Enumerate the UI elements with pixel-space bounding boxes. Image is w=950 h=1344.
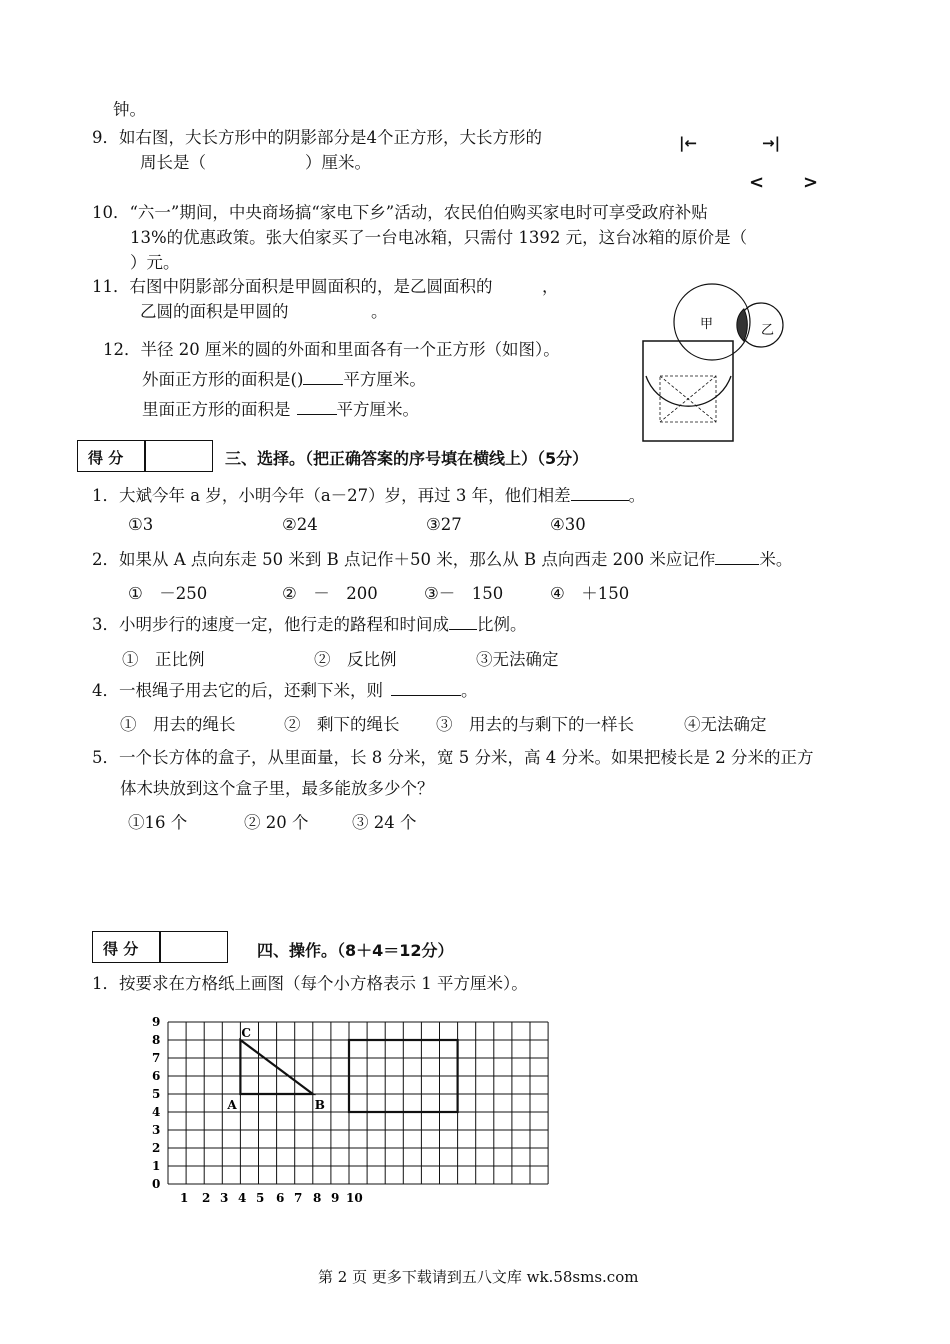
s3-q4-blank[interactable]: [391, 679, 461, 696]
y-tick-label: 3: [152, 1123, 161, 1137]
section3-score-label: 得 分: [88, 449, 124, 467]
section4-score-label: 得 分: [103, 940, 139, 958]
grid-figure[interactable]: [140, 1012, 560, 1207]
q12-line3: [142, 398, 419, 420]
s3-q1-text: 1．大斌今年 a 岁，小明今年（a－27）岁，再过 3 年，他们相差: [92, 486, 571, 505]
q9-line1: 9．如右图，大长方形中的阴影部分是4个正方形，大长方形的: [92, 128, 542, 147]
s3-q4-option[interactable]: ① 用去的绳长: [120, 715, 236, 734]
s3-q2-blank[interactable]: [715, 548, 759, 565]
s3-q3-option[interactable]: ② 反比例: [314, 650, 397, 669]
shaded-overlap: [737, 309, 748, 341]
q10-line1: 10．“六一”期间，中央商场搞“家电下乡”活动，农民伯伯购买家电时可享受政府补贴: [92, 203, 708, 222]
y-axis-labels: [152, 1015, 160, 1191]
q12-line3a: 里面正方形的面积是: [142, 400, 291, 419]
s3-q4: [92, 679, 478, 701]
square-circle-figure: [638, 336, 738, 444]
y-tick-label: 7: [152, 1051, 161, 1065]
s4-q1: 1．按要求在方格纸上画图（每个小方格表示 1 平方厘米）。: [92, 974, 528, 993]
section4-title: 四、操作。（8＋4＝12分）: [257, 941, 454, 960]
q12-line2: [142, 368, 426, 390]
label-jia: 甲: [700, 317, 714, 332]
y-tick-label: 9: [152, 1015, 161, 1029]
label-yi: 乙: [761, 323, 775, 338]
grid-lines: [168, 1022, 548, 1184]
point-a-label: A: [227, 1098, 237, 1112]
s3-q2-text: 2．如果从 A 点向东走 50 米到 B 点记作＋50 米，那么从 B 点向西走 200 米应记作: [92, 550, 716, 569]
q12-blank-1[interactable]: [303, 368, 343, 385]
s3-q5-line1: 5．一个长方体的盒子，从里面量，长 8 分米，宽 5 分米，高 4 分米。如果把棱长是 2 分米的正方: [92, 748, 814, 767]
s3-q2-option[interactable]: ④ ＋150: [550, 584, 630, 603]
x-tick-label: 8: [313, 1191, 322, 1205]
point-c-label: C: [241, 1026, 251, 1040]
section4-score-box: [92, 931, 228, 963]
s3-q4-option[interactable]: ④无法确定: [684, 715, 767, 734]
s3-q1-blank[interactable]: [571, 484, 629, 501]
s3-q2-option[interactable]: ② － 200: [282, 584, 378, 603]
q12-line2b: ): [296, 370, 304, 389]
s3-q4-text: 4．一根绳子用去它的后，还剩下米，则: [92, 681, 383, 700]
x-tick-label: 2: [202, 1191, 211, 1205]
s3-q1-option[interactable]: ②24: [282, 515, 318, 534]
x-tick-label: 6: [276, 1191, 285, 1205]
y-tick-label: 5: [152, 1087, 161, 1101]
s3-q1-option[interactable]: ①3: [128, 515, 154, 534]
q9-arrow-right: →|: [762, 134, 781, 152]
s3-q3-blank[interactable]: [449, 613, 477, 630]
x-tick-label: 9: [331, 1191, 340, 1205]
q9-arrow-left: |←: [679, 134, 698, 152]
s3-q2-option[interactable]: ③－ 150: [424, 584, 504, 603]
s3-q3-end: 比例。: [477, 615, 527, 634]
y-tick-label: 1: [152, 1159, 161, 1173]
q9-arrow-left-2: <: [749, 172, 765, 193]
y-tick-label: 8: [152, 1033, 161, 1047]
x-axis-labels: [180, 1191, 363, 1205]
q10-line3: ）元。: [130, 253, 180, 272]
s3-q3-option[interactable]: ① 正比例: [122, 650, 205, 669]
s3-q5-line2: 体木块放到这个盒子里，最多能放多少个？: [120, 779, 434, 798]
s3-q1-option[interactable]: ④30: [550, 515, 586, 534]
s3-q1: [92, 484, 645, 506]
q12-line3c: 平方厘米。: [336, 400, 419, 419]
page-footer: 第 2 页 更多下载请到五八文库 wk.58sms.com: [318, 1268, 639, 1286]
y-tick-label: 6: [152, 1069, 161, 1083]
q11-line2: 乙圆的面积是甲圆的 。: [140, 302, 388, 321]
s3-q5-option[interactable]: ③ 24 个: [352, 813, 417, 832]
q12-blank-2[interactable]: [297, 398, 337, 415]
point-b-label: B: [314, 1098, 325, 1112]
circle-arc: [646, 376, 731, 406]
x-tick-label: 3: [220, 1191, 229, 1205]
x-tick-label: 4: [238, 1191, 247, 1205]
section3-score-box: [77, 440, 213, 472]
x-tick-label: 7: [294, 1191, 303, 1205]
s3-q4-end: 。: [461, 681, 478, 700]
x-tick-label: 10: [346, 1191, 363, 1205]
x-tick-label: 1: [180, 1191, 189, 1205]
q11-line1: 11．右图中阴影部分面积是甲圆面积的，是乙圆面积的 ，: [92, 277, 559, 296]
s3-q3: [92, 613, 527, 635]
s3-q1-end: 。: [628, 486, 646, 505]
x-tick-label: 5: [256, 1191, 265, 1205]
q12-line1: 12．半径 20 厘米的圆的外面和里面各有一个正方形（如图）。: [103, 340, 560, 359]
s3-q2: [92, 548, 792, 570]
s3-q4-option[interactable]: ② 剩下的绳长: [284, 715, 400, 734]
q12-line2c: 平方厘米。: [343, 370, 426, 389]
s3-q2-end: 米。: [759, 550, 793, 569]
s3-q2-option[interactable]: ① －250: [128, 584, 208, 603]
section3-title: 三、选择。（把正确答案的序号填在横线上）（5分）: [225, 449, 589, 468]
q12-line2a: 外面正方形的面积是(: [142, 370, 297, 389]
s3-q3-option[interactable]: ③无法确定: [476, 650, 559, 669]
outer-square: [643, 341, 733, 441]
y-tick-label: 0: [152, 1177, 161, 1191]
q10-line2: 13%的优惠政策。张大伯家买了一台电冰箱，只需付 1392 元，这台冰箱的原价是（: [130, 228, 748, 247]
s3-q5-option[interactable]: ② 20 个: [244, 813, 309, 832]
s3-q1-option[interactable]: ③27: [426, 515, 462, 534]
q9-line2: 周长是（ ）厘米。: [140, 153, 371, 172]
s3-q5-option[interactable]: ①16 个: [128, 813, 188, 832]
y-tick-label: 2: [152, 1141, 161, 1155]
s3-q3-text: 3．小明步行的速度一定，他行走的路程和时间成: [92, 615, 449, 634]
continuation-text: 钟。: [113, 100, 146, 119]
q9-arrow-right-2: >: [803, 172, 819, 193]
y-tick-label: 4: [152, 1105, 161, 1119]
s3-q4-option[interactable]: ③ 用去的与剩下的一样长: [436, 715, 634, 734]
